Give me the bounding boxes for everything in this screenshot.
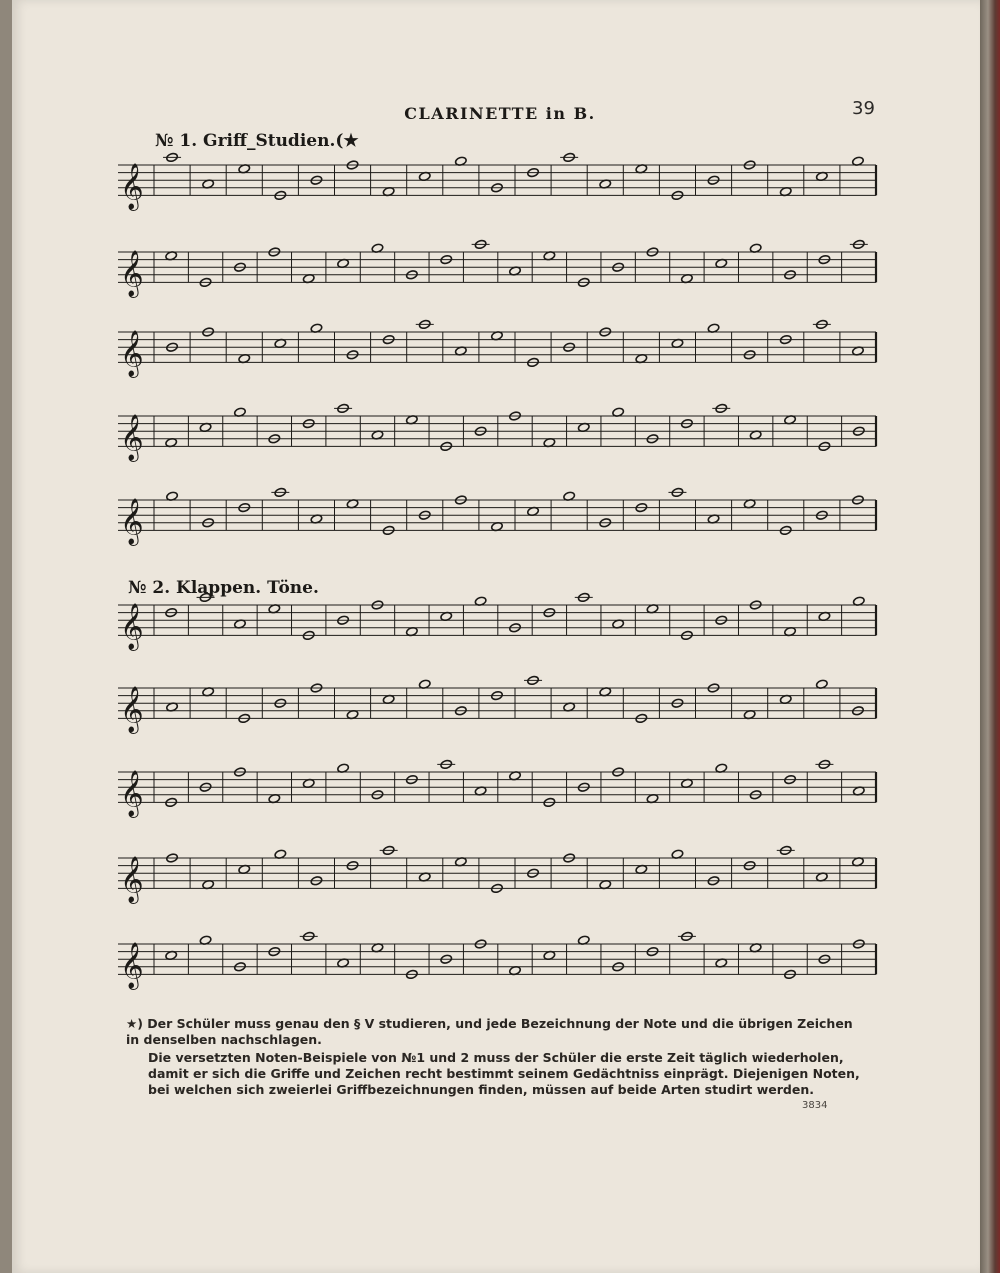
treble-clef-icon: 𝄞 bbox=[120, 856, 144, 903]
section-2-title: № 2. Klappen. Töne. bbox=[128, 578, 319, 598]
page-title: CLARINETTE in B. bbox=[404, 104, 596, 123]
plate-number: 3834 bbox=[802, 1100, 828, 1111]
page-number: 39 bbox=[852, 98, 875, 119]
staff-9 bbox=[118, 845, 876, 904]
treble-clef-icon: 𝄞 bbox=[120, 686, 144, 733]
treble-clef-icon: 𝄞 bbox=[120, 163, 144, 210]
treble-clef-icon: 𝄞 bbox=[120, 414, 144, 461]
treble-clef-icon: 𝄞 bbox=[120, 942, 144, 989]
footnote-practice: Die versetzten Noten-Beispiele von №1 und 2 muss der Schüler die erste Zeit täglich wiederholen, damit er sich die Griffe und Zeichen recht bestimmt seinem Gedächtniss einprägt. Diejenigen Noten, bei welchen sich zweierlei Griffbezeichnungen finden, müssen auf beide Arten studirt werden. bbox=[148, 1050, 860, 1097]
staff-1 bbox=[118, 152, 876, 211]
treble-clef-icon: 𝄞 bbox=[120, 770, 144, 817]
staff-4 bbox=[118, 403, 876, 462]
staff-6 bbox=[118, 592, 876, 651]
staff-3 bbox=[118, 319, 876, 378]
footnote-star: ★) Der Schüler muss genau den § V studieren, und jede Bezeichnung der Note und die übrigen Zeichen in denselben nachschlagen. bbox=[126, 1016, 853, 1047]
staff-2 bbox=[118, 239, 876, 298]
staff-5 bbox=[118, 487, 876, 546]
staff-10 bbox=[118, 931, 876, 990]
treble-clef-icon: 𝄞 bbox=[120, 498, 144, 545]
staff-8 bbox=[118, 759, 876, 818]
section-1-title: № 1. Griff_Studien.(★ bbox=[155, 131, 359, 151]
staff-7 bbox=[118, 675, 876, 734]
treble-clef-icon: 𝄞 bbox=[120, 603, 144, 650]
treble-clef-icon: 𝄞 bbox=[120, 330, 144, 377]
treble-clef-icon: 𝄞 bbox=[120, 250, 144, 297]
